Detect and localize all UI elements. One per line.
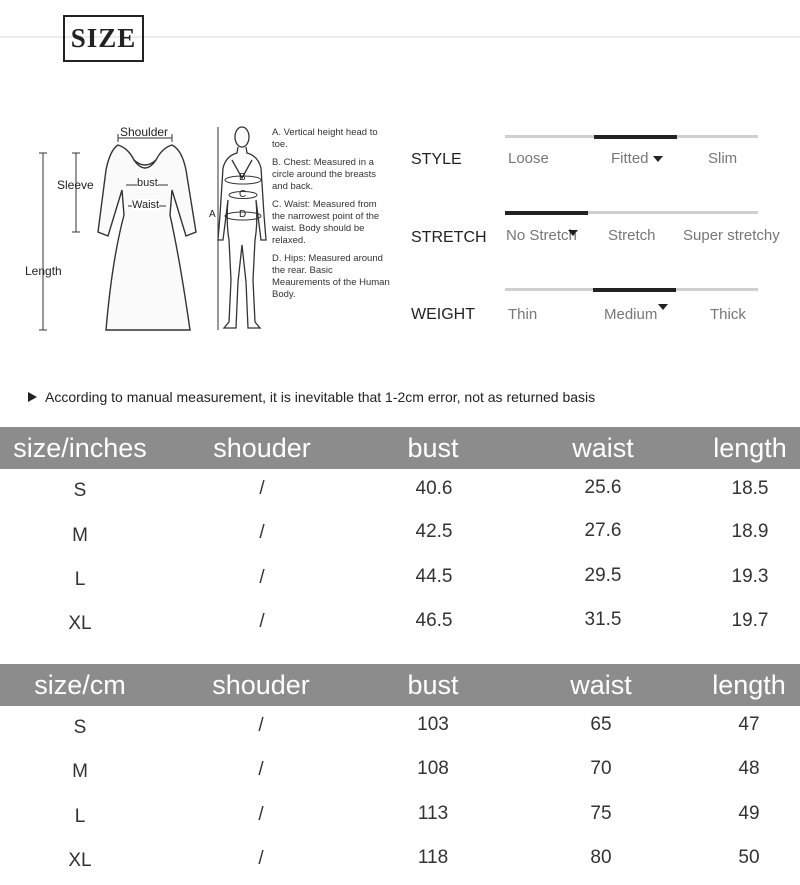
inches-header-bust: bust bbox=[407, 433, 459, 463]
sleeve-label: Sleeve bbox=[57, 178, 94, 192]
waist-label: Waist bbox=[132, 199, 160, 211]
inches-header-shoulder: shouder bbox=[213, 433, 311, 463]
cm-header-bust: bust bbox=[407, 670, 459, 700]
note-waist: C. Waist: Measured from the narrowest point of the waist. Body should be relaxed. bbox=[272, 199, 380, 246]
weight-label: WEIGHT bbox=[411, 306, 475, 323]
length-label: Length bbox=[25, 264, 62, 278]
inches-header-size: size/inches bbox=[13, 433, 147, 463]
note-chest: B. Chest: Measured in a circle around the breasts and back. bbox=[272, 157, 377, 192]
body-letter-d: D bbox=[239, 209, 247, 220]
body-figure-icon bbox=[218, 127, 266, 328]
bust-label: bust bbox=[137, 177, 158, 189]
style-option-slim: Slim bbox=[708, 150, 738, 167]
stretch-option-no-stretch: No Stretch bbox=[506, 227, 577, 244]
weight-option-thick: Thick bbox=[710, 306, 746, 323]
selected-caret-icon bbox=[658, 304, 668, 310]
shoulder-label: Shoulder bbox=[120, 125, 169, 139]
stretch-option-super-stretchy: Super stretchy bbox=[683, 227, 780, 244]
dress-icon bbox=[98, 145, 196, 330]
weight-option-medium: Medium bbox=[604, 306, 658, 323]
style-option-fitted: Fitted bbox=[611, 150, 663, 167]
weight-track bbox=[505, 288, 758, 291]
note-height: A. Vertical height head to toe. bbox=[272, 127, 378, 150]
inches-table-header bbox=[0, 427, 800, 469]
weight-option-thin: Thin bbox=[508, 306, 538, 323]
cm-header-size: size/cm bbox=[34, 670, 126, 700]
selected-caret-icon bbox=[653, 156, 663, 162]
cm-table-header bbox=[0, 664, 800, 706]
style-track bbox=[505, 135, 758, 138]
measurement-notes bbox=[272, 127, 392, 307]
body-letter-c: C bbox=[239, 189, 247, 200]
note-hips: D. Hips: Measured around the rear. Basic Meaurements of the Human Body. bbox=[272, 253, 390, 300]
measurement-disclaimer bbox=[28, 389, 595, 405]
cm-header-length: length bbox=[712, 670, 786, 700]
body-letter-b: B bbox=[239, 172, 246, 183]
selected-caret-icon bbox=[568, 230, 578, 236]
stretch-label: STRETCH bbox=[411, 229, 487, 246]
dress-diagram bbox=[0, 110, 270, 340]
stretch-option-stretch: Stretch bbox=[608, 227, 656, 244]
stretch-track bbox=[505, 211, 758, 214]
inches-header-length: length bbox=[713, 433, 787, 463]
body-letter-a: A bbox=[209, 209, 216, 220]
inches-header-waist: waist bbox=[572, 433, 634, 463]
cm-header-waist: waist bbox=[570, 670, 632, 700]
style-option-loose: Loose bbox=[508, 150, 549, 167]
triangle-bullet-icon bbox=[28, 392, 37, 402]
cm-header-shoulder: shouder bbox=[212, 670, 310, 700]
page-title: SIZE bbox=[63, 15, 144, 62]
disclaimer-text: According to manual measurement, it is inevitable that 1-2cm error, not as returned basis bbox=[45, 389, 596, 405]
style-label: STYLE bbox=[411, 151, 462, 168]
